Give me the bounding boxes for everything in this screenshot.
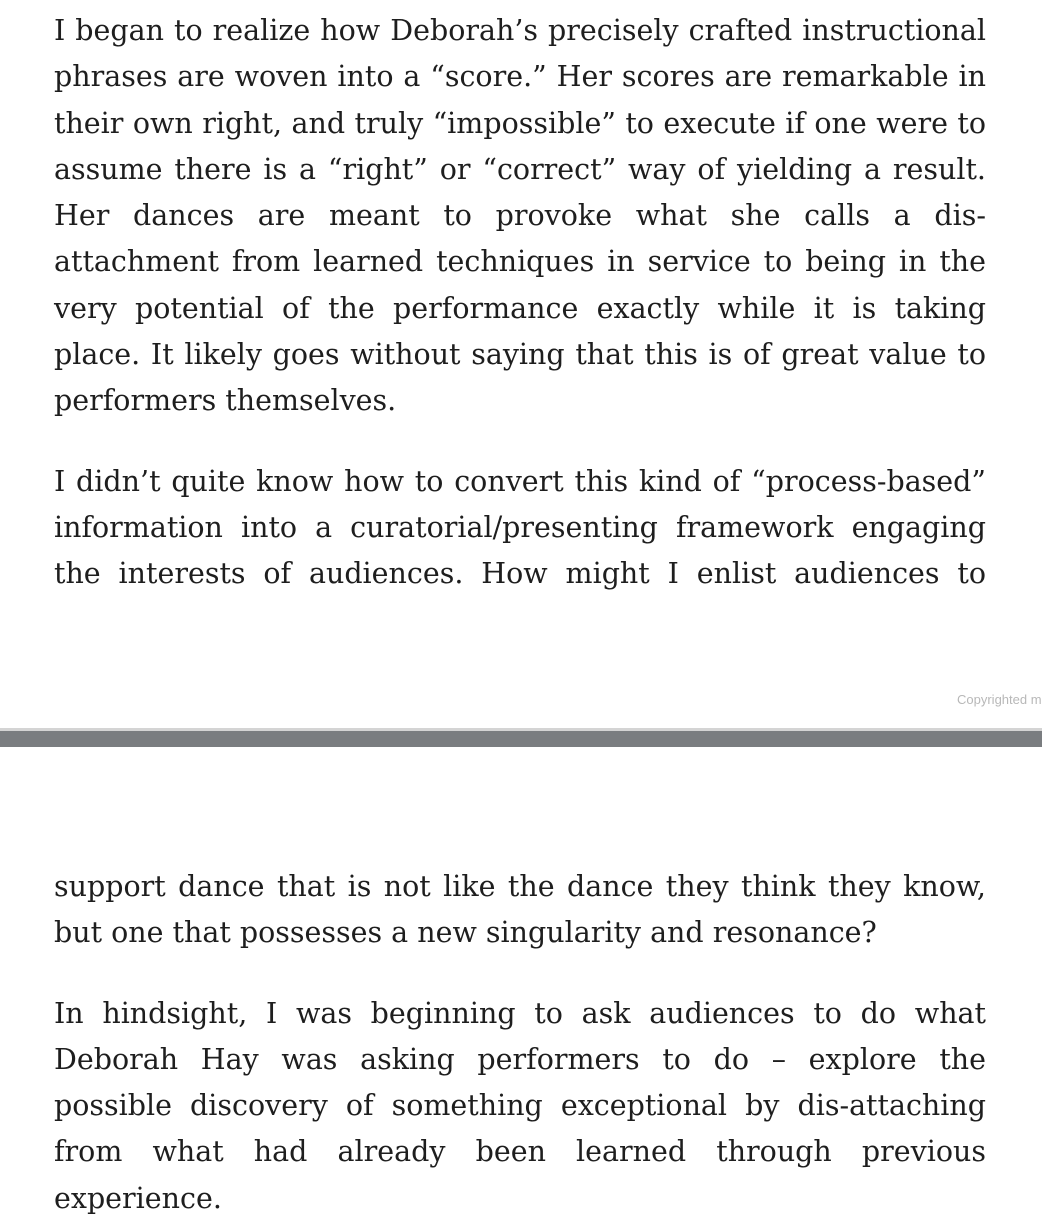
book-page-bottom bbox=[0, 748, 1042, 1215]
paragraph-support-dance: support dance that is not like the dance they think they know, but one that possesses a new singularity and resonance? bbox=[54, 870, 986, 950]
page-top-text bbox=[54, 8, 986, 598]
copyright-watermark: Copyrighted m bbox=[957, 692, 1042, 707]
page-divider bbox=[0, 731, 1042, 747]
paragraph-hindsight: In hindsight, I was beginning to ask audiences to do what Deborah Hay was asking performers to do – explore the possible discovery of something exceptional by dis-attaching from what had already been learned through previous experience. bbox=[54, 996, 986, 1215]
paragraph-score: I began to realize how Deborah’s precisely crafted instructional phrases are woven into a “score.” Her scores are remarkable in their own right, and truly “impossible” to execute if one were to assume there is a “right” or “correct” way of yielding a result. Her dances are meant to provoke what she calls a dis-attachment from learned techniques in service to being in the very potential of the performance exactly while it is taking place. It likely goes without saying that this is of great value to performers themselves. bbox=[54, 14, 986, 418]
paragraph-process-based: I didn’t quite know how to convert this kind of “process-based” information into a curatorial/presenting framework engaging the interests of audiences. How might I enlist audiences to bbox=[54, 464, 986, 591]
page-bottom-text bbox=[54, 864, 986, 1222]
